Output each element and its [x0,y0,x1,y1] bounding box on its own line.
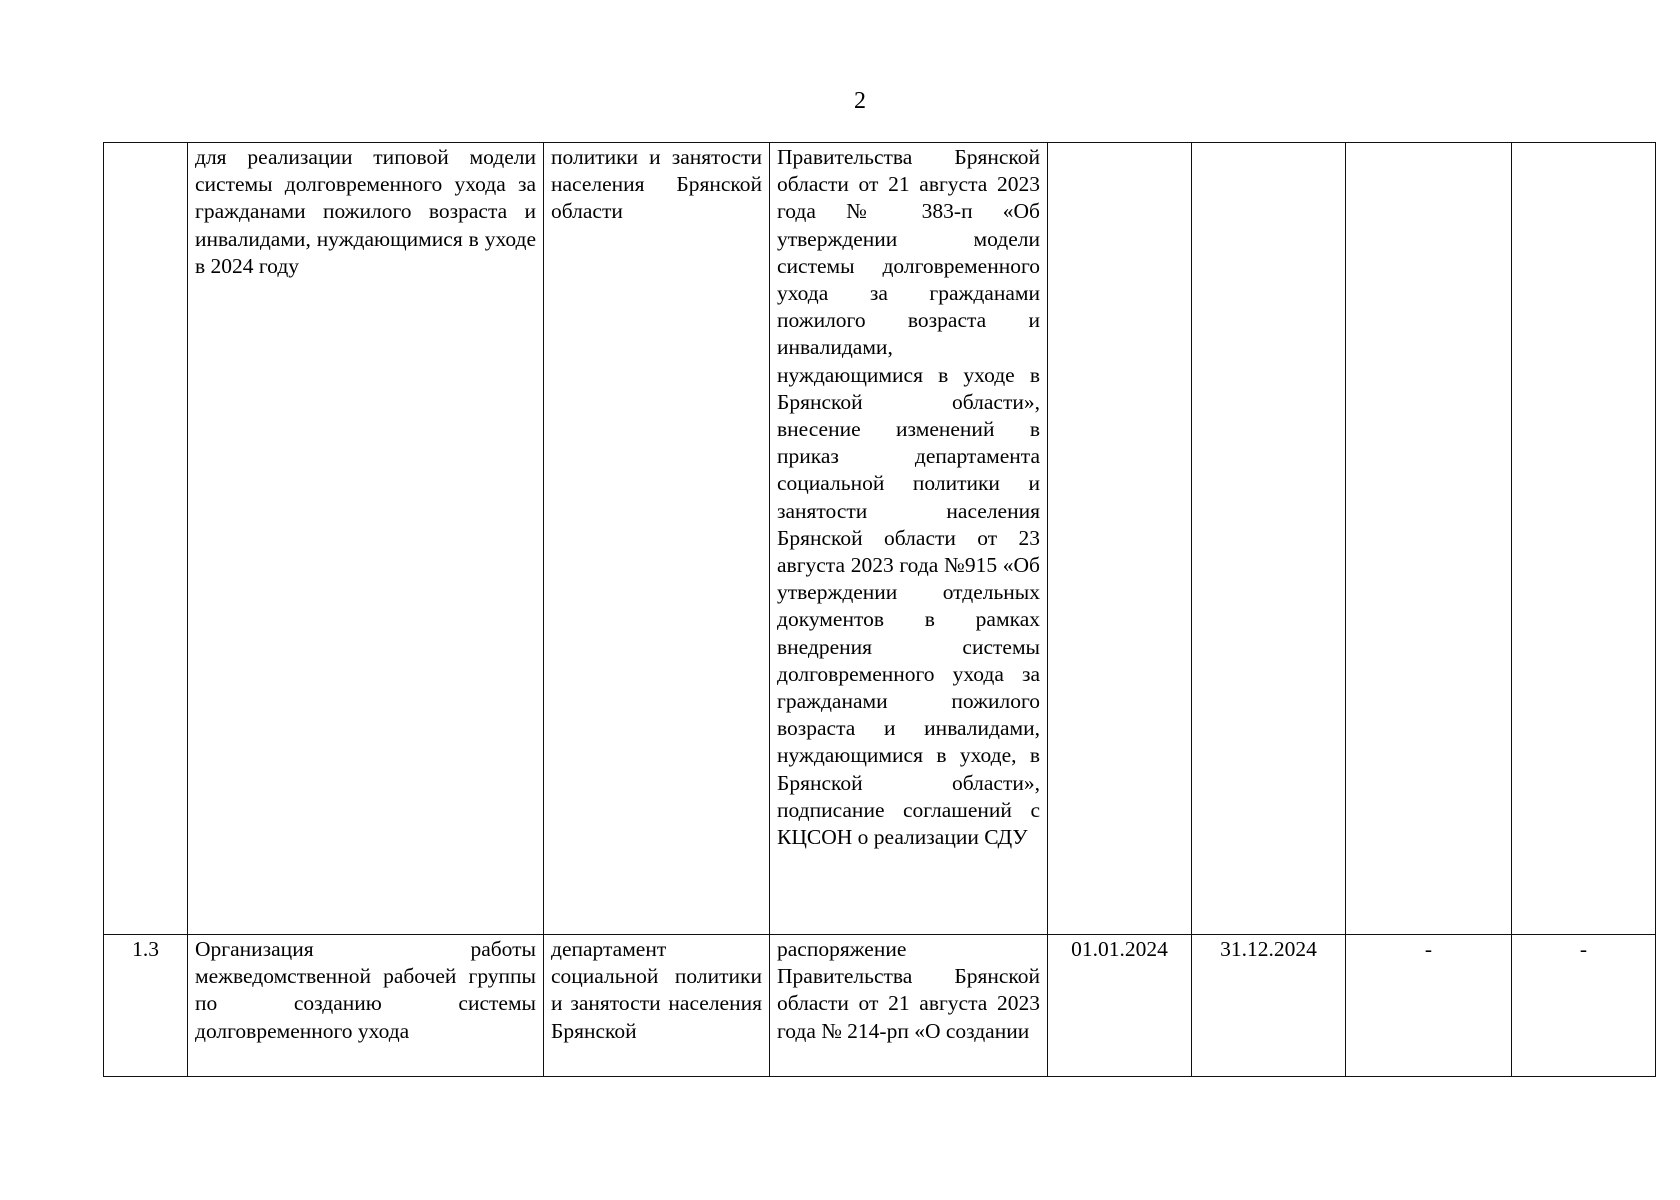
cell-start-date [1048,143,1192,935]
cell-start-date: 01.01.2024 [1048,935,1192,1077]
cell-event-name: для реализации типовой модели системы долговременного ухода за гражданами пожилого возраста и инвалидами, нуждающимися в уходе в 2024 году [188,143,544,935]
table-row-continuation [104,143,1656,935]
cell-col8 [1512,143,1656,935]
page-number: 2 [854,88,866,114]
cell-end-date: 31.12.2024 [1192,935,1346,1077]
cell-end-date [1192,143,1346,935]
table-row-1-3 [104,935,1656,1077]
cell-number [104,143,188,935]
cell-number: 1.3 [104,935,188,1077]
cell-event-name: Организация работы межведомственной рабочей группы по созданию системы долговременного ухода [188,935,544,1077]
plan-table [103,142,1656,1077]
cell-result: Правительства Брянской области от 21 августа 2023 года № 383-п «Об утверждении модели системы долговременного ухода за гражданами пожилого возраста и инвалидами, нуждающимися в уходе в Брянской области», внесение изменений в приказ департамента социальной политики и занятости населения Брянской области от 23 августа 2023 года №915 «Об утверждении отдельных документов в рамках внедрения системы долговременного ухода за гражданами пожилого возраста и инвалидами, нуждающимися в уходе, в Брянской области», подписание соглашений с КЦСОН о реализации СДУ [770,143,1048,935]
cell-executor: департамент социальной политики и занятости населения Брянской [544,935,770,1077]
cell-executor: политики и занятости населения Брянской области [544,143,770,935]
cell-result: распоряжение Правительства Брянской области от 21 августа 2023 года № 214-рп «О создании [770,935,1048,1077]
cell-col8: - [1512,935,1656,1077]
cell-col7: - [1346,935,1512,1077]
cell-col7 [1346,143,1512,935]
